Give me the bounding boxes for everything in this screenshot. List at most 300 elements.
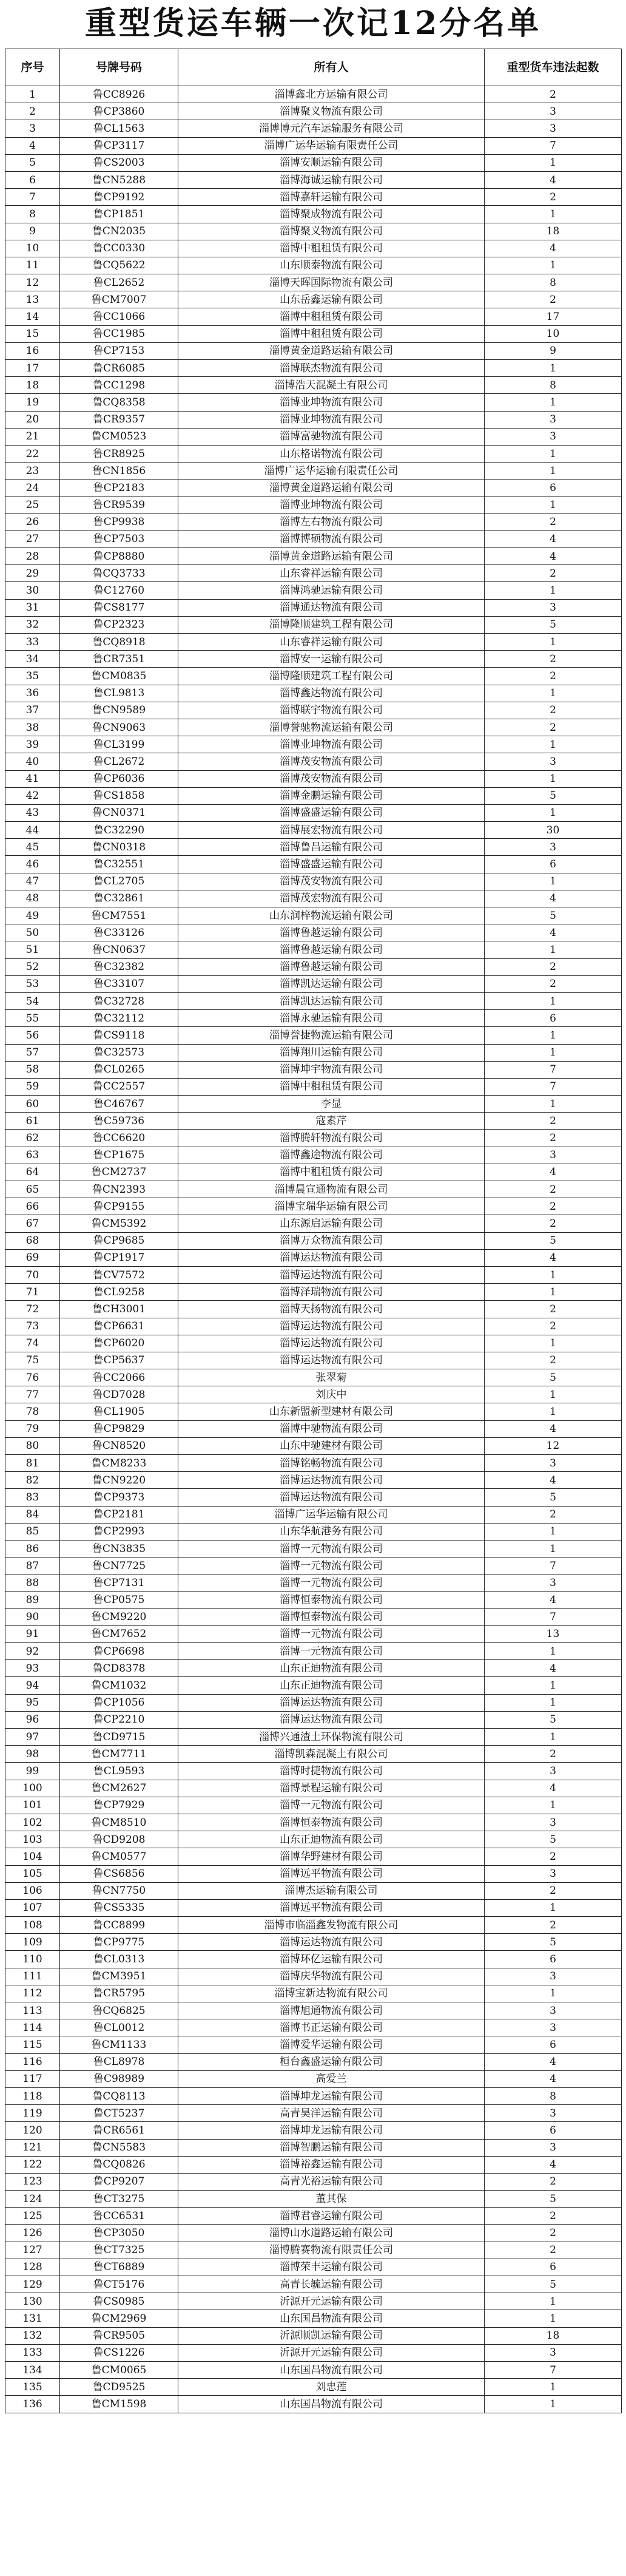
cell-owner: 淄博一元物流有限公司 [178,1643,485,1660]
cell-serial: 11 [5,257,60,274]
cell-violation-count: 3 [485,411,622,428]
cell-owner: 高青长毓运输有限公司 [178,2276,485,2293]
table-row [5,975,622,992]
cell-violation-count: 3 [485,753,622,770]
cell-owner: 淄博运达物流有限公司 [178,1266,485,1283]
cell-serial: 79 [5,1420,60,1437]
cell-violation-count: 2 [485,1113,622,1130]
cell-owner: 淄博万众物流有限公司 [178,1232,485,1249]
cell-violation-count: 3 [485,1574,622,1591]
cell-serial: 113 [5,2002,60,2019]
cell-owner: 山东源启运输有限公司 [178,1215,485,1232]
cell-violation-count: 2 [485,2242,622,2259]
cell-owner: 淄博坤宇物流有限公司 [178,1061,485,1078]
table-row [5,770,622,787]
cell-owner: 山东正迪物流有限公司 [178,1660,485,1677]
table-row [5,308,622,325]
cell-owner: 山东润梓物流运输有限公司 [178,907,485,924]
cell-serial: 111 [5,1968,60,1985]
cell-serial: 136 [5,2396,60,2413]
cell-serial: 91 [5,1625,60,1642]
cell-violation-count: 5 [485,1711,622,1728]
cell-plate: 鲁CP2183 [60,480,178,497]
cell-violation-count: 4 [485,1164,622,1181]
table-row [5,1489,622,1506]
cell-serial: 134 [5,2361,60,2378]
cell-owner: 淄博茂宏物流有限公司 [178,890,485,907]
table-row [5,2310,622,2327]
cell-violation-count: 5 [485,1934,622,1951]
cell-plate: 鲁CC0330 [60,240,178,257]
cell-plate: 鲁CS6856 [60,1865,178,1882]
cell-owner: 淄博业坤物流有限公司 [178,736,485,753]
cell-serial: 80 [5,1437,60,1454]
table-row [5,2002,622,2019]
cell-plate: 鲁CP2181 [60,1506,178,1523]
cell-owner: 淄博黄金道路运输有限公司 [178,548,485,565]
cell-owner: 沂源开元运输有限公司 [178,2293,485,2310]
table-row [5,1198,622,1215]
table-row [5,2327,622,2344]
cell-violation-count: 3 [485,428,622,445]
cell-violation-count: 1 [485,1677,622,1694]
cell-owner: 淄博业坤物流有限公司 [178,497,485,514]
cell-owner: 山东格诺物流有限公司 [178,445,485,462]
cell-violation-count: 6 [485,2036,622,2053]
cell-owner: 山东中驰建材有限公司 [178,1437,485,1454]
table-row [5,1763,622,1780]
cell-serial: 107 [5,1899,60,1916]
cell-plate: 鲁CN9220 [60,1472,178,1489]
cell-violation-count: 7 [485,1061,622,1078]
cell-owner: 高爱兰 [178,2070,485,2087]
cell-violation-count: 2 [485,565,622,582]
cell-serial: 44 [5,822,60,839]
cell-plate: 鲁CM3951 [60,1968,178,1985]
cell-owner: 淄博坤龙运输有限公司 [178,2122,485,2139]
table-row [5,514,622,530]
cell-serial: 110 [5,1951,60,1968]
table-row [5,873,622,890]
cell-owner: 淄博腾赛物流有限责任公司 [178,2242,485,2259]
cell-violation-count: 2 [485,1215,622,1232]
cell-violation-count: 3 [485,1763,622,1780]
cell-violation-count: 8 [485,2087,622,2104]
cell-plate: 鲁C33107 [60,975,178,992]
table-row [5,736,622,753]
table-row [5,668,622,685]
cell-plate: 鲁CP5637 [60,1352,178,1369]
cell-violation-count: 2 [485,189,622,206]
cell-owner: 淄博裕鑫运输有限公司 [178,2156,485,2173]
cell-plate: 鲁CP8880 [60,548,178,565]
cell-violation-count: 4 [485,924,622,941]
cell-violation-count: 3 [485,120,622,137]
cell-serial: 34 [5,651,60,668]
cell-violation-count: 1 [485,1985,622,2002]
cell-plate: 鲁CT5176 [60,2276,178,2293]
table-row [5,2053,622,2070]
cell-owner: 淄博腾轩物流有限公司 [178,1130,485,1147]
table-row [5,2156,622,2173]
cell-plate: 鲁C32551 [60,856,178,873]
cell-plate: 鲁CM7711 [60,1746,178,1763]
cell-violation-count: 2 [485,1848,622,1865]
cell-owner: 山东国昌物流有限公司 [178,2396,485,2413]
cell-violation-count: 5 [485,2191,622,2208]
cell-violation-count: 3 [485,2105,622,2122]
table-row [5,2036,622,2053]
cell-serial: 56 [5,1027,60,1044]
cell-plate: 鲁CL2672 [60,753,178,770]
cell-plate: 鲁CT3275 [60,2191,178,2208]
cell-violation-count: 7 [485,137,622,154]
table-row [5,1694,622,1711]
table-row [5,223,622,240]
cell-owner: 淄博远平物流有限公司 [178,1899,485,1916]
cell-plate: 鲁CR6085 [60,360,178,377]
table-row [5,2208,622,2225]
cell-serial: 103 [5,1831,60,1848]
cell-plate: 鲁CN0637 [60,941,178,958]
cell-serial: 75 [5,1352,60,1369]
table-row [5,1147,622,1164]
cell-violation-count: 6 [485,1951,622,1968]
cell-plate: 鲁CM9220 [60,1608,178,1625]
cell-violation-count: 1 [485,445,622,462]
table-row [5,1455,622,1472]
cell-plate: 鲁CP2323 [60,616,178,633]
cell-violation-count: 6 [485,2122,622,2139]
table-row [5,2259,622,2276]
cell-owner: 淄博旭通物流有限公司 [178,2002,485,2019]
cell-serial: 22 [5,445,60,462]
cell-serial: 81 [5,1455,60,1472]
cell-plate: 鲁CC1298 [60,377,178,394]
cell-owner: 山东国昌物流有限公司 [178,2310,485,2327]
cell-serial: 82 [5,1472,60,1489]
cell-violation-count: 1 [485,804,622,821]
table-row [5,445,622,462]
cell-owner: 董其保 [178,2191,485,2208]
cell-serial: 122 [5,2156,60,2173]
cell-serial: 38 [5,719,60,736]
cell-plate: 鲁CP9938 [60,514,178,530]
cell-plate: 鲁C32382 [60,958,178,975]
cell-serial: 32 [5,616,60,633]
cell-violation-count: 5 [485,616,622,633]
table-row [5,2396,622,2413]
cell-serial: 51 [5,941,60,958]
cell-owner: 淄博海诚运输有限公司 [178,171,485,188]
cell-owner: 山东睿祥运输有限公司 [178,634,485,651]
cell-violation-count: 1 [485,2293,622,2310]
cell-violation-count: 2 [485,86,622,103]
cell-owner: 山东岳鑫运输有限公司 [178,291,485,308]
cell-plate: 鲁CC8926 [60,86,178,103]
table-row [5,171,622,188]
cell-owner: 淄博鲁越运输有限公司 [178,958,485,975]
cell-owner: 高青昊洋运输有限公司 [178,2105,485,2122]
cell-owner: 沂源顺凯运输有限公司 [178,2327,485,2344]
cell-serial: 130 [5,2293,60,2310]
table-row [5,325,622,342]
cell-plate: 鲁C32728 [60,992,178,1009]
cell-violation-count: 5 [485,1369,622,1386]
cell-plate: 鲁CM2627 [60,1780,178,1797]
cell-plate: 鲁CQ8113 [60,2087,178,2104]
table-row [5,1985,622,2002]
table-row [5,958,622,975]
cell-owner: 淄博广运华运输有限责任公司 [178,463,485,480]
cell-violation-count: 2 [485,668,622,685]
cell-plate: 鲁CM0835 [60,668,178,685]
cell-violation-count: 1 [485,1643,622,1660]
table-row [5,2019,622,2036]
table-row [5,1078,622,1095]
cell-serial: 67 [5,1215,60,1232]
cell-plate: 鲁CN7725 [60,1557,178,1574]
cell-serial: 76 [5,1369,60,1386]
cell-plate: 鲁CP7153 [60,342,178,359]
cell-violation-count: 1 [485,582,622,599]
cell-plate: 鲁CT7325 [60,2242,178,2259]
cell-serial: 104 [5,1848,60,1865]
cell-owner: 刘庆中 [178,1386,485,1403]
cell-serial: 33 [5,634,60,651]
cell-violation-count: 2 [485,1181,622,1198]
cell-violation-count: 1 [485,2396,622,2413]
cell-violation-count: 1 [485,1266,622,1283]
cell-serial: 54 [5,992,60,1009]
table-row [5,2173,622,2190]
cell-violation-count: 1 [485,992,622,1009]
cell-violation-count: 3 [485,2019,622,2036]
cell-serial: 20 [5,411,60,428]
cell-serial: 39 [5,736,60,753]
cell-owner: 淄博茂安物流有限公司 [178,873,485,890]
cell-violation-count: 7 [485,1078,622,1095]
cell-plate: 鲁CN5288 [60,171,178,188]
cell-owner: 淄博博元汽车运输服务有限公司 [178,120,485,137]
cell-serial: 90 [5,1608,60,1625]
cell-plate: 鲁CH3001 [60,1301,178,1318]
cell-plate: 鲁CP3117 [60,137,178,154]
cell-serial: 129 [5,2276,60,2293]
table-row [5,2276,622,2293]
cell-serial: 108 [5,1917,60,1934]
cell-serial: 114 [5,2019,60,2036]
cell-violation-count: 1 [485,873,622,890]
cell-plate: 鲁CQ6825 [60,2002,178,2019]
cell-serial: 15 [5,325,60,342]
cell-violation-count: 1 [485,1694,622,1711]
cell-owner: 淄博中驰物流有限公司 [178,1420,485,1437]
cell-plate: 鲁CP9155 [60,1198,178,1215]
table-row [5,1386,622,1403]
cell-owner: 淄博茂安物流有限公司 [178,753,485,770]
cell-plate: 鲁CM7551 [60,907,178,924]
cell-owner: 淄博庆华物流有限公司 [178,1968,485,1985]
cell-plate: 鲁CN2035 [60,223,178,240]
cell-owner: 淄博爱华运输有限公司 [178,2036,485,2053]
cell-violation-count: 4 [485,1591,622,1608]
cell-owner: 淄博运达物流有限公司 [178,1711,485,1728]
table-row [5,753,622,770]
cell-plate: 鲁CP6631 [60,1318,178,1335]
cell-serial: 8 [5,206,60,223]
cell-owner: 淄博晨宣通物流有限公司 [178,1181,485,1198]
cell-serial: 30 [5,582,60,599]
cell-plate: 鲁CP6036 [60,770,178,787]
cell-violation-count: 30 [485,822,622,839]
cell-owner: 淄博誉捷物流运输有限公司 [178,1027,485,1044]
cell-violation-count: 3 [485,1147,622,1164]
cell-serial: 118 [5,2087,60,2104]
cell-owner: 淄博宝新达物流有限公司 [178,1985,485,2002]
cell-plate: 鲁CC2557 [60,1078,178,1095]
cell-owner: 淄博时捷物流有限公司 [178,1763,485,1780]
cell-serial: 31 [5,599,60,616]
cell-violation-count: 9 [485,342,622,359]
cell-plate: 鲁CS5335 [60,1899,178,1916]
cell-serial: 14 [5,308,60,325]
cell-owner: 淄博泽瑞物流有限公司 [178,1284,485,1301]
cell-owner: 淄博左右物流有限公司 [178,514,485,530]
cell-serial: 40 [5,753,60,770]
cell-plate: 鲁CC2066 [60,1369,178,1386]
cell-plate: 鲁CM7652 [60,1625,178,1642]
cell-violation-count: 1 [485,497,622,514]
cell-plate: 鲁CC6531 [60,2208,178,2225]
cell-serial: 6 [5,171,60,188]
table-row [5,2105,622,2122]
cell-owner: 山东正迪物流有限公司 [178,1677,485,1694]
cell-plate: 鲁CP0575 [60,1591,178,1608]
cell-plate: 鲁C32112 [60,1010,178,1027]
cell-plate: 鲁CN0371 [60,804,178,821]
cell-serial: 59 [5,1078,60,1095]
cell-violation-count: 2 [485,291,622,308]
table-row [5,1848,622,1865]
table-row [5,1369,622,1386]
cell-serial: 109 [5,1934,60,1951]
cell-owner: 淄博铭畅物流有限公司 [178,1455,485,1472]
cell-plate: 鲁CD8378 [60,1660,178,1677]
table-row [5,1899,622,1916]
cell-serial: 53 [5,975,60,992]
cell-violation-count: 4 [485,1249,622,1266]
cell-violation-count: 4 [485,1660,622,1677]
cell-owner: 淄博鑫达物流有限公司 [178,685,485,702]
table-row [5,822,622,839]
cell-owner: 淄博运达物流有限公司 [178,1318,485,1335]
cell-serial: 45 [5,839,60,856]
cell-violation-count: 3 [485,1814,622,1831]
cell-plate: 鲁CP2210 [60,1711,178,1728]
cell-violation-count: 4 [485,1420,622,1437]
cell-serial: 123 [5,2173,60,2190]
table-row [5,565,622,582]
cell-violation-count: 2 [485,958,622,975]
table-row [5,1403,622,1420]
cell-violation-count: 1 [485,2379,622,2396]
cell-owner: 淄博鑫北方运输有限公司 [178,86,485,103]
cell-violation-count: 5 [485,1489,622,1506]
table-row [5,599,622,616]
cell-violation-count: 2 [485,1506,622,1523]
table-row [5,257,622,274]
table-row [5,103,622,120]
header-serial: 序号 [5,49,60,86]
cell-plate: 鲁CC1985 [60,325,178,342]
cell-serial: 57 [5,1044,60,1061]
cell-plate: 鲁CP9207 [60,2173,178,2190]
cell-owner: 淄博恒泰物流有限公司 [178,1591,485,1608]
cell-plate: 鲁CR7351 [60,651,178,668]
cell-serial: 77 [5,1386,60,1403]
cell-plate: 鲁CL9258 [60,1284,178,1301]
table-row [5,1557,622,1574]
table-row [5,1044,622,1061]
table-body [5,86,622,2413]
cell-violation-count: 1 [485,1284,622,1301]
cell-plate: 鲁CD9715 [60,1729,178,1746]
cell-violation-count: 4 [485,171,622,188]
cell-owner: 淄博中租租赁有限公司 [178,1078,485,1095]
cell-plate: 鲁C32290 [60,822,178,839]
cell-plate: 鲁CD9525 [60,2379,178,2396]
header-violation-count: 重型货车违法起数 [485,49,622,86]
cell-owner: 淄博运达物流有限公司 [178,1352,485,1369]
table-row [5,428,622,445]
cell-plate: 鲁CS0985 [60,2293,178,2310]
table-row [5,1643,622,1660]
cell-violation-count: 5 [485,1232,622,1249]
cell-plate: 鲁CP7131 [60,1574,178,1591]
table-row [5,685,622,702]
cell-plate: 鲁CM1598 [60,2396,178,2413]
cell-plate: 鲁CP9192 [60,189,178,206]
cell-owner: 淄博浩天混凝土有限公司 [178,377,485,394]
cell-violation-count: 17 [485,308,622,325]
cell-plate: 鲁CL0012 [60,2019,178,2036]
cell-serial: 27 [5,530,60,547]
table-row [5,1420,622,1437]
cell-serial: 84 [5,1506,60,1523]
cell-violation-count: 1 [485,1044,622,1061]
cell-plate: 鲁CP1675 [60,1147,178,1164]
table-row [5,1215,622,1232]
cell-serial: 16 [5,342,60,359]
cell-violation-count: 2 [485,1746,622,1763]
cell-plate: 鲁CN3835 [60,1540,178,1557]
cell-violation-count: 4 [485,2053,622,2070]
cell-serial: 92 [5,1643,60,1660]
cell-serial: 71 [5,1284,60,1301]
cell-violation-count: 4 [485,548,622,565]
cell-serial: 97 [5,1729,60,1746]
cell-violation-count: 1 [485,1729,622,1746]
table-row [5,360,622,377]
table-row [5,377,622,394]
cell-owner: 淄博运达物流有限公司 [178,1934,485,1951]
cell-plate: 鲁CC1066 [60,308,178,325]
cell-serial: 7 [5,189,60,206]
cell-plate: 鲁CV7572 [60,1266,178,1283]
table-row [5,548,622,565]
cell-violation-count: 10 [485,325,622,342]
